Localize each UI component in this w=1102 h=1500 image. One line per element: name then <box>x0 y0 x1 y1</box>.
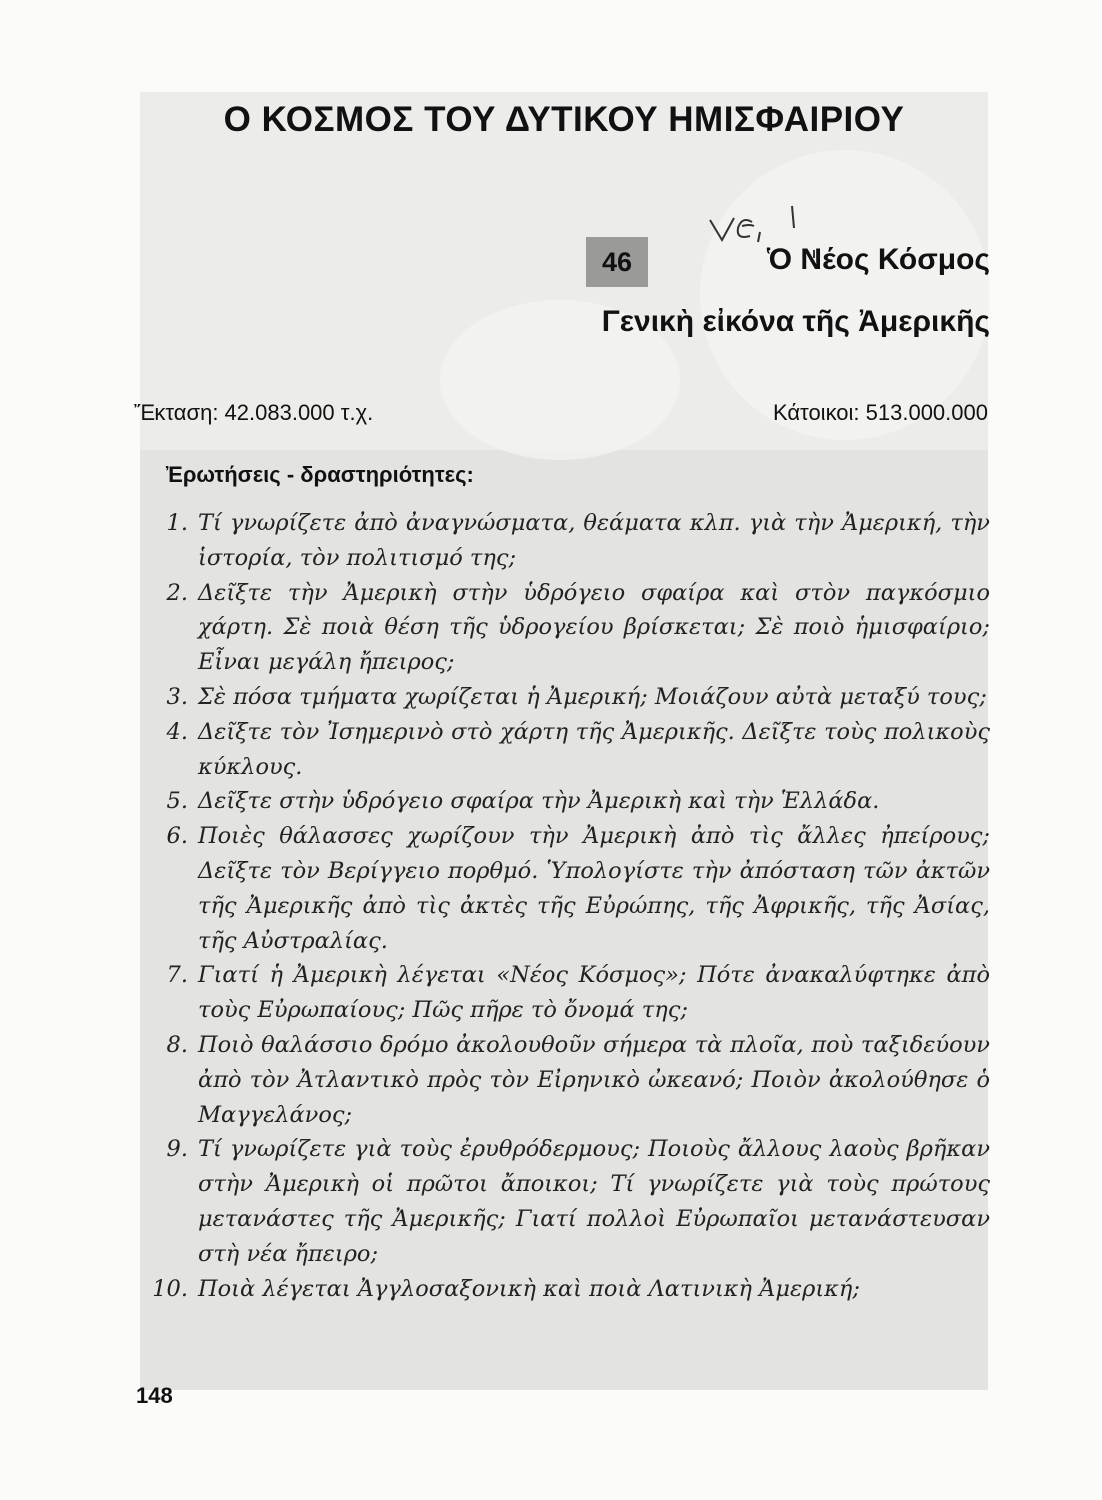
question-number: 2. <box>166 579 188 606</box>
question-number: 10. <box>152 1275 188 1302</box>
question-number: 1. <box>166 510 188 536</box>
question-list <box>132 506 990 1306</box>
question-text: Ποιὰ λέγεται Ἀγγλοσαξονικὴ καὶ ποιὰ Λατινικὴ Ἀμερική; <box>198 1275 860 1302</box>
question-text: Δεῖξτε στὴν ὑδρόγειο σφαίρα τὴν Ἀμερικὴ καὶ τὴν Ἑλλάδα. <box>198 788 880 815</box>
question-number: 4. <box>166 718 188 745</box>
question-number: 7. <box>166 962 188 989</box>
question-item <box>132 819 990 958</box>
question-text: Δεῖξτε τὴν Ἀμερικὴ στὴν ὑδρόγειο σφαίρα καὶ στὸν παγκόσμιο χάρτη. Σὲ ποιὰ θέση τῆς ὑδρογείου βρίσκεται; Σὲ ποιὸ ἡμισφαίριο; Εἶναι μεγάλη ἤπειρος; <box>198 579 990 676</box>
question-text: Ποιὸ θαλάσσιο δρόμο ἀκολουθοῦν σήμερα τὰ πλοῖα, ποὺ ταξιδεύουν ἀπὸ τὸν Ἀτλαντικὸ πρὸς τὸν Εἰρηνικὸ ὠκεανό; Ποιὸν ἀκολούθησε ὁ Μαγγελάνος; <box>198 1031 990 1128</box>
question-number: 3. <box>166 683 188 710</box>
question-number: 9. <box>166 1136 188 1163</box>
population-stat: Κάτοικοι: 513.000.000 <box>772 400 988 425</box>
question-item <box>132 1132 990 1271</box>
question-item <box>132 784 990 819</box>
question-text: Ποιὲς θάλασσες χωρίζουν τὴν Ἀμερικὴ ἀπὸ τὶς ἄλλες ἠπείρους; Δεῖξτε τὸν Βερίγγειο πορθμό. Ὑπολογίστε τὴν ἀπόσταση τῶν ἀκτῶν τῆς Ἀμερικῆς ἀπὸ τὶς ἀκτὲς τῆς Εὐρώπης, τῆς Ἀφρικῆς, τῆς Ἀσίας, τῆς Αὐστραλίας. <box>198 823 990 954</box>
globe-illustration <box>700 150 990 440</box>
question-number: 8. <box>166 1031 188 1058</box>
chapter-title: Ὁ Νέος Κόσμος <box>767 243 990 276</box>
question-item <box>132 576 990 680</box>
question-item <box>132 680 990 715</box>
question-item <box>132 1028 990 1132</box>
part-title: Ο ΚΟΣΜΟΣ ΤΟΥ ΔΥΤΙΚΟΥ ΗΜΙΣΦΑΙΡΙΟΥ <box>223 100 905 139</box>
question-item <box>132 958 990 1028</box>
chapter-subtitle: Γενικὴ εἰκόνα τῆς Ἀμερικῆς <box>601 305 990 338</box>
question-text: Σὲ πόσα τμήματα χωρίζεται ἡ Ἀμερική; Μοιάζουν αὐτὰ μεταξύ τους; <box>198 683 987 710</box>
question-text: Τί γνωρίζετε ἀπὸ ἀναγνώσματα, θεάματα κλπ. γιὰ τὴν Ἀμερική, τὴν ἱστορία, τὸν πολιτισμό της; <box>198 510 990 571</box>
question-item <box>132 715 990 785</box>
question-number: 5. <box>166 788 188 815</box>
question-text: Τί γνωρίζετε γιὰ τοὺς ἐρυθρόδερμους; Ποιοὺς ἄλλους λαοὺς βρῆκαν στὴν Ἀμερικὴ οἱ πρῶτοι ἄποικοι; Τί γνωρίζετε γιὰ τοὺς πρώτους μετανάστες τῆς Ἀμερικῆς; Γιατί πολλοὶ Εὐρωπαῖοι μετανάστευσαν στὴ νέα ἤπειρο; <box>198 1136 990 1267</box>
chapter-number-badge: 46 <box>586 237 648 287</box>
question-number: 6. <box>166 823 188 850</box>
page-number: 148 <box>136 1383 173 1408</box>
question-text: Δεῖξτε τὸν Ἰσημερινὸ στὸ χάρτη τῆς Ἀμερικῆς. Δεῖξτε τοὺς πολικοὺς κύκλους. <box>198 718 990 780</box>
question-item <box>132 506 990 576</box>
questions-heading: Ἐρωτήσεις - δραστηριότητες: <box>166 462 474 487</box>
question-item <box>132 1272 990 1307</box>
question-text: Γιατί ἡ Ἀμερικὴ λέγεται «Νέος Κόσμος»; Πότε ἀνακαλύφτηκε ἀπὸ τοὺς Εὐρωπαίους; Πῶς πῆρε τὸ ὄνομά της; <box>198 962 990 1024</box>
area-stat: Ἔκταση: 42.083.000 τ.χ. <box>134 400 374 425</box>
